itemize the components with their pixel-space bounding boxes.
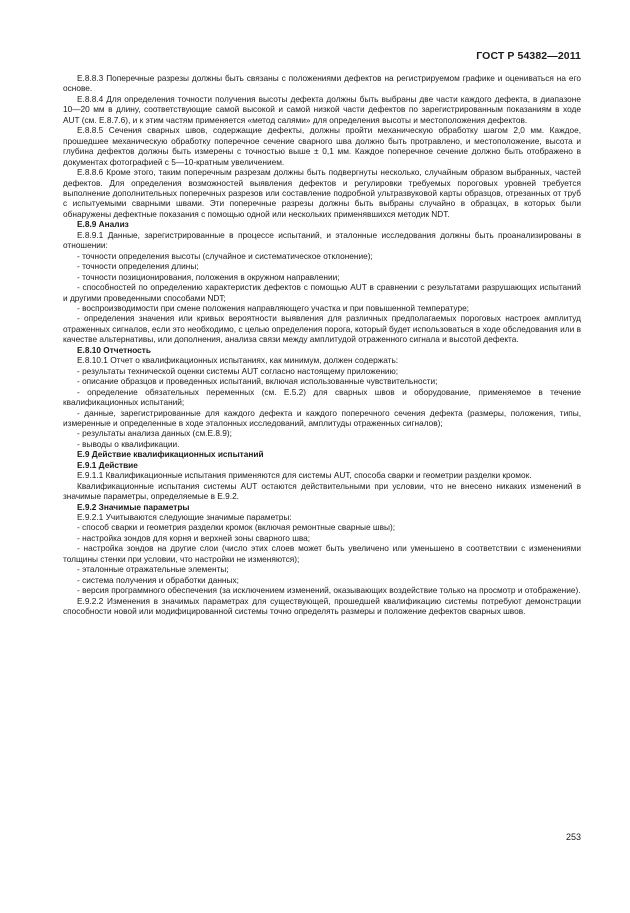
standard-header: ГОСТ Р 54382—2011: [476, 50, 581, 62]
paragraph: Квалификационные испытания системы AUT остаются действительными при условии, что не внесено никаких изменений в значимые параметры, определяемые в Е.9.2.: [63, 480, 581, 502]
paragraph: - способ сварки и геометрия разделки кромок (включая ремонтные сварные швы);: [77, 522, 396, 533]
section-heading: Е.9 Действие квалификационных испытаний: [77, 449, 264, 460]
section-heading: Е.8.9 Анализ: [77, 219, 129, 230]
paragraph: Е.8.10.1 Отчет о квалификационных испытаниях, как минимум, должен содержать:: [77, 355, 399, 366]
paragraph: Е.8.8.4 Для определения точности получения высоты дефекта должны быть выбраны две части каждого дефекта, в диапазоне 10—20 мм в длину, соответствующие самой высокой и самой низкой части дефектов по зарегистрированным показаниям в ходе AUT (см. Е.8.7.6), и к этим частям применяется «метод салями» для определения высоты и местоположения дефектов.: [63, 93, 581, 125]
section-heading: Е.9.2 Значимые параметры: [77, 501, 190, 512]
paragraph: Е.8.8.5 Сечения сварных швов, содержащие дефекты, должны пройти механическую обработку шагом 2,0 мм. Каждое, прошедшее механическую обработку поперечное сечение сварного шва должно быть протравлено, и местоположение, высота и глубина дефектов должны быть измерены с точностью выше ± 0,1 мм. Каждое поперечное сечение должно быть отображено в документах фотографией с 5—10-кратным увеличением.: [63, 125, 581, 167]
paragraph: - способностей по определению характеристик дефектов с помощью AUT в сравнении с результатами разрушающих испытаний и другими проведенными способами NDT;: [63, 282, 581, 303]
paragraph: - описание образцов и проведенных испытаний, включая использованные чувствительности;: [77, 376, 438, 387]
paragraph: Е.9.2.2 Изменения в значимых параметрах для существующей, прошедшей квалификацию системы потребуют демонстрации способности новой или модифицированной системы точно определять размеры и положение дефектов сварных швов.: [63, 595, 581, 617]
paragraph: - версия программного обеспечения (за исключением изменений, оказывающих воздействие только на просмотр и отображение).: [77, 585, 581, 596]
page-number: 253: [565, 832, 581, 842]
paragraph: - точности позиционирования, положения в окружном направлении;: [77, 271, 340, 282]
paragraph: Е.8.8.3 Поперечные разрезы должны быть связаны с положениями дефектов на регистрируемом графике и оцениваться на его основе.: [63, 73, 581, 94]
paragraph: Е.9.1.1 Квалификационные испытания применяются для системы AUT, способа сварки и геометрии разделки кромок.: [77, 470, 532, 481]
paragraph: - настройка зондов для корня и верхней зоны сварного шва;: [77, 532, 311, 543]
paragraph: - результаты технической оценки системы AUT согласно настоящему приложению;: [77, 365, 399, 376]
paragraph: Е.8.8.6 Кроме этого, таким поперечным разрезам должны быть подвергнуты несколько, случайным образом выбранных, частей дефектов. Для определения возможностей выявления дефектов и регулировки требуемых пороговых уровней требуется выполнение дополнительных поперечных разрезов или составление подробной ультразвуковой карты образцов, отрезанных от труб с испытуемыми сварными швами. Эти поперечные разрезы должны быть выбраны случайно в образцах, в которых были обнаружены дефектные показания с помощью одной или нескольких применявшихся методик NDT.: [63, 167, 581, 219]
paragraph: - воспроизводимости при смене положения направляющего участка и при повышенной температуре;: [77, 302, 469, 313]
paragraph: - результаты анализа данных (см.Е.8.9);: [77, 428, 232, 439]
paragraph: - настройка зондов на другие слои (число этих слоев может быть увеличено или уменьшено в соответствии с изменениями толщины стенки при условии, что настройки не изменяются);: [63, 543, 581, 564]
paragraph: - эталонные отражательные элементы;: [77, 564, 229, 575]
paragraph: - данные, зарегистрированные для каждого дефекта и каждого поперечного сечения дефекта (размеры, положения, типы, измеренные и определенные в ходе эталонных исследований, амплитуды отраженных сигналов);: [63, 407, 581, 428]
paragraph: - определение обязательных переменных (см. Е.5.2) для сварных швов и оборудование, применяемое в течение квалификационных испытаний;: [63, 386, 581, 408]
paragraph: - точности определения длины;: [77, 261, 199, 272]
section-heading: Е.8.10 Отчетность: [77, 344, 151, 355]
paragraph: - определения значения или кривых вероятности выявления для различных предполагаемых пороговых настроек амплитуд отраженных сигналов, если это необходимо, с целью определения порога, который будет использоваться в ходе обследования или в качестве альтернативы, или дополнения, анализа связи между амплитудой отраженного сигнала и высотой дефекта.: [63, 313, 581, 345]
paragraph: Е.9.2.1 Учитываются следующие значимые параметры:: [77, 512, 292, 523]
section-heading: Е.9.1 Действие: [77, 459, 138, 470]
document-body: [63, 73, 581, 617]
paragraph: - система получения и обработки данных;: [77, 574, 239, 585]
paragraph: Е.8.9.1 Данные, зарегистрированные в процессе испытаний, и эталонные исследования должны быть проанализированы в отношении:: [63, 229, 581, 251]
paragraph: - точности определения высоты (случайное и систематическое отклонение);: [77, 250, 373, 261]
paragraph: - выводы о квалификации.: [77, 438, 180, 449]
